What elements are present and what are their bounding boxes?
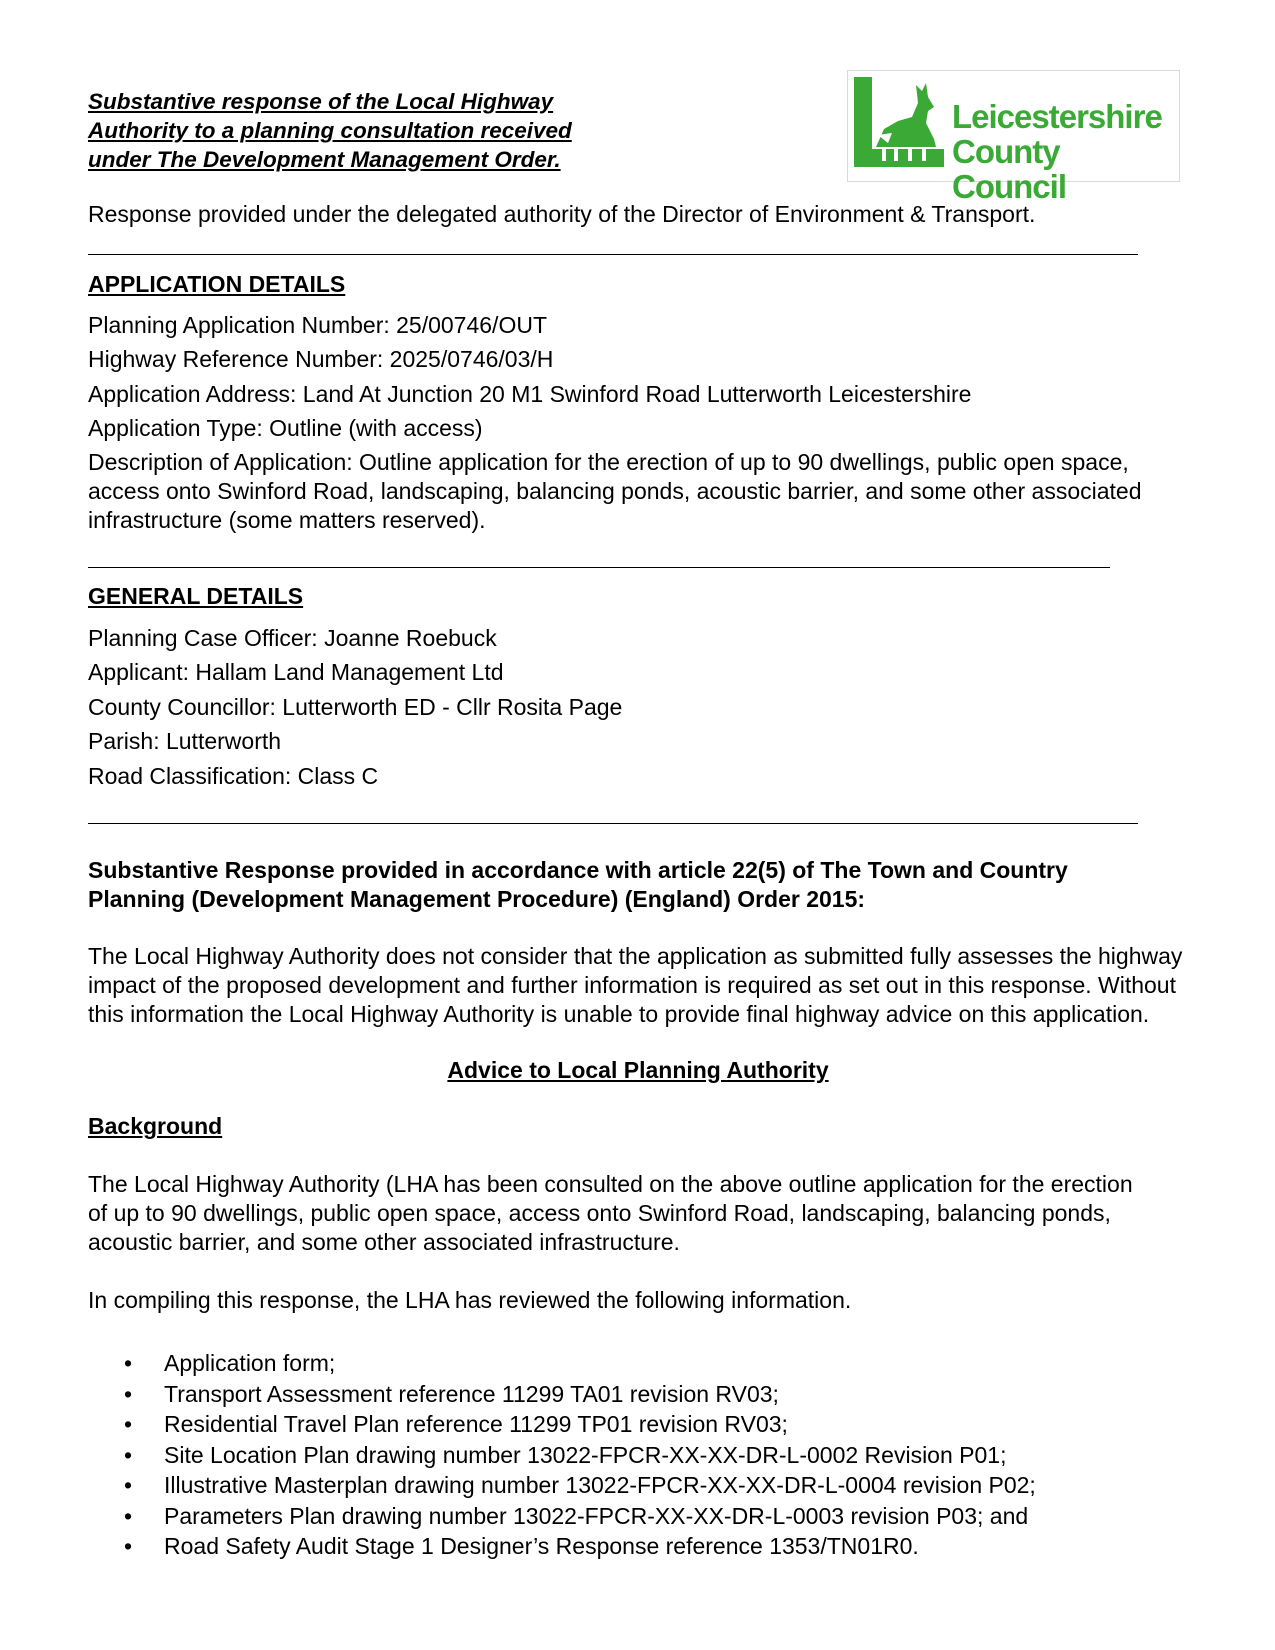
logo-line: Leicestershire — [952, 98, 1162, 135]
list-item — [88, 1348, 1036, 1379]
application-description: Description of Application: Outline application for the erection of up to 90 dwellings, public open space, access onto Swinford Road, landscaping, balancing ponds, acoustic barrier, and some other associated infrastructure (some matters reserved). — [88, 449, 1142, 533]
divider — [88, 254, 1138, 255]
reviewed-documents-list — [88, 1348, 1036, 1562]
list-item-text: Site Location Plan drawing number 13022-FPCR-XX-XX-DR-L-0002 Revision P01; — [164, 1441, 1007, 1468]
application-address: Application Address: Land At Junction 20 M1 Swinford Road Lutterworth Leicestershire — [88, 381, 972, 407]
list-item — [88, 1409, 1036, 1440]
divider — [88, 823, 1138, 824]
background-paragraph: The Local Highway Authority (LHA has been consulted on the above outline application for the erection of up to 90 dwellings, public open space, access onto Swinford Road, landscaping, balancing ponds, acoustic barrier, and some other associated infrastructure. — [88, 1171, 1133, 1255]
application-type: Application Type: Outline (with access) — [88, 415, 483, 441]
list-item-text: Road Safety Audit Stage 1 Designer’s Response reference 1353/TN01R0. — [164, 1533, 919, 1559]
bullet-icon: • — [124, 1502, 133, 1529]
bullet-icon: • — [124, 1441, 133, 1468]
list-item-text: Residential Travel Plan reference 11299 TP01 revision RV03; — [164, 1411, 788, 1437]
logo-wordmark — [952, 99, 1179, 204]
list-item — [88, 1501, 1036, 1532]
applicant: Applicant: Hallam Land Management Ltd — [88, 659, 504, 685]
list-item — [88, 1440, 1036, 1471]
application-details-heading: APPLICATION DETAILS — [88, 271, 346, 297]
list-item — [88, 1470, 1036, 1501]
intro-text: Response provided under the delegated authority of the Director of Environment & Transport. — [88, 201, 1036, 227]
background-heading: Background — [88, 1113, 223, 1139]
fox-logo-icon — [854, 77, 946, 175]
document-title — [88, 87, 688, 174]
bullet-icon: • — [124, 1350, 133, 1376]
bullet-icon: • — [124, 1533, 133, 1559]
list-item-text: Application form; — [164, 1350, 336, 1376]
highway-reference-number: Highway Reference Number: 2025/0746/03/H — [88, 346, 554, 372]
road-classification: Road Classification: Class C — [88, 763, 379, 789]
background-paragraph: In compiling this response, the LHA has reviewed the following information. — [88, 1287, 852, 1313]
divider — [88, 567, 1110, 568]
county-councillor: County Councillor: Lutterworth ED - Cllr Rosita Page — [88, 694, 623, 720]
list-item — [88, 1379, 1036, 1410]
parish: Parish: Lutterworth — [88, 728, 282, 754]
title-line: Substantive response of the Local Highway — [88, 89, 554, 114]
bullet-icon: • — [124, 1380, 133, 1407]
list-item-text: Parameters Plan drawing number 13022-FPCR-XX-XX-DR-L-0003 revision P03; and — [164, 1502, 1029, 1529]
bullet-icon: • — [124, 1411, 133, 1437]
planning-application-number: Planning Application Number: 25/00746/OUT — [88, 312, 548, 338]
title-line: Authority to a planning consultation received — [88, 118, 572, 143]
list-item-text: Illustrative Masterplan drawing number 13022-FPCR-XX-XX-DR-L-0004 revision P02; — [164, 1472, 1036, 1498]
advice-heading: Advice to Local Planning Authority — [447, 1057, 829, 1083]
substantive-response-body: The Local Highway Authority does not consider that the application as submitted fully assesses the highway impact of the proposed development and further information is required as set out in this response. Without this information the Local Highway Authority is unable to provide final highway advice on this application. — [88, 943, 1183, 1027]
bullet-icon: • — [124, 1472, 133, 1498]
substantive-response-heading: Substantive Response provided in accordance with article 22(5) of The Town and Country Planning (Development Management Procedure) (England) Order 2015: — [88, 857, 1068, 912]
general-details-heading: GENERAL DETAILS — [88, 583, 304, 609]
planning-case-officer: Planning Case Officer: Joanne Roebuck — [88, 625, 497, 651]
council-logo — [847, 70, 1180, 205]
list-item — [88, 1531, 1036, 1562]
logo-line: County Council — [952, 133, 1066, 205]
title-line: under The Development Management Order. — [88, 147, 561, 172]
list-item-text: Transport Assessment reference 11299 TA01 revision RV03; — [164, 1380, 779, 1407]
